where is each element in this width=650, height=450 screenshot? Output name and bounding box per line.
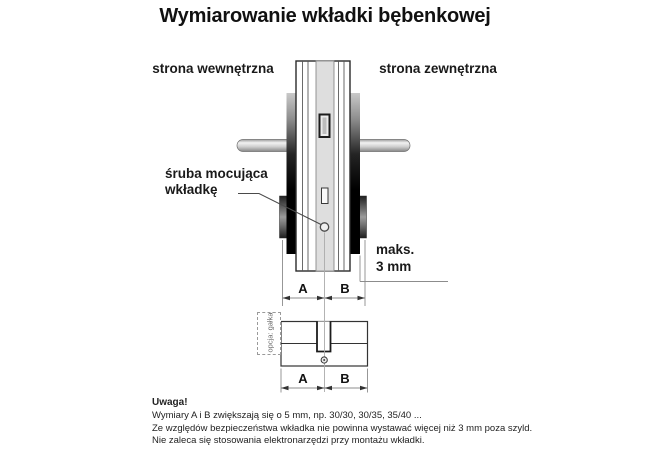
dim-a-upper: A xyxy=(298,281,308,296)
spindle-bar-right xyxy=(354,140,410,152)
dim-a-lower: A xyxy=(298,371,308,386)
shield-inner xyxy=(287,93,297,254)
spindle-bar-left xyxy=(237,140,292,152)
fixing-screw-label-line1: śruba mocująca xyxy=(165,166,268,181)
keyway-slot xyxy=(322,188,329,204)
dim-b-lower: B xyxy=(340,371,350,386)
shield-outer xyxy=(350,93,360,254)
label-outer-side: strona zewnętrzna xyxy=(379,61,497,76)
notes-block xyxy=(152,397,622,448)
max-protrusion-line1: maks. xyxy=(376,242,415,257)
cam-slot-inner xyxy=(323,118,327,135)
note-line: Wymiary A i B zwiększają się o 5 mm, np. 30/30, 30/35, 35/40 ... xyxy=(152,409,422,421)
page-title: Wymiarowanie wkładki bębenkowej xyxy=(159,5,491,27)
fixing-screw-label-line2: wkładkę xyxy=(165,182,218,197)
label-inner-side: strona wewnętrzna xyxy=(152,61,274,76)
fixing-screw-label xyxy=(165,166,268,198)
max-protrusion-label xyxy=(376,241,414,275)
cylinder-cam-notch xyxy=(317,322,331,352)
knob-option-label: opcja: gałka xyxy=(265,312,275,353)
cylinder-end-outer xyxy=(359,196,367,238)
knob-option-box xyxy=(257,312,281,355)
cylinder-end-inner xyxy=(280,196,288,238)
lock-body-strip xyxy=(316,61,334,271)
max-protrusion-line2: 3 mm xyxy=(376,259,412,274)
dim-b-upper: B xyxy=(340,281,350,296)
note-line: Nie zaleca się stosowania elektronarzędzi przy montażu wkładki. xyxy=(152,435,425,447)
fixing-screw xyxy=(320,223,328,231)
note-line: Ze względów bezpieczeństwa wkładka nie powinna wystawać więcej niż 3 mm poza szyld. xyxy=(152,422,533,434)
profile-fixing-screw-dot xyxy=(323,359,325,361)
notes-heading: Uwaga! xyxy=(152,397,188,408)
